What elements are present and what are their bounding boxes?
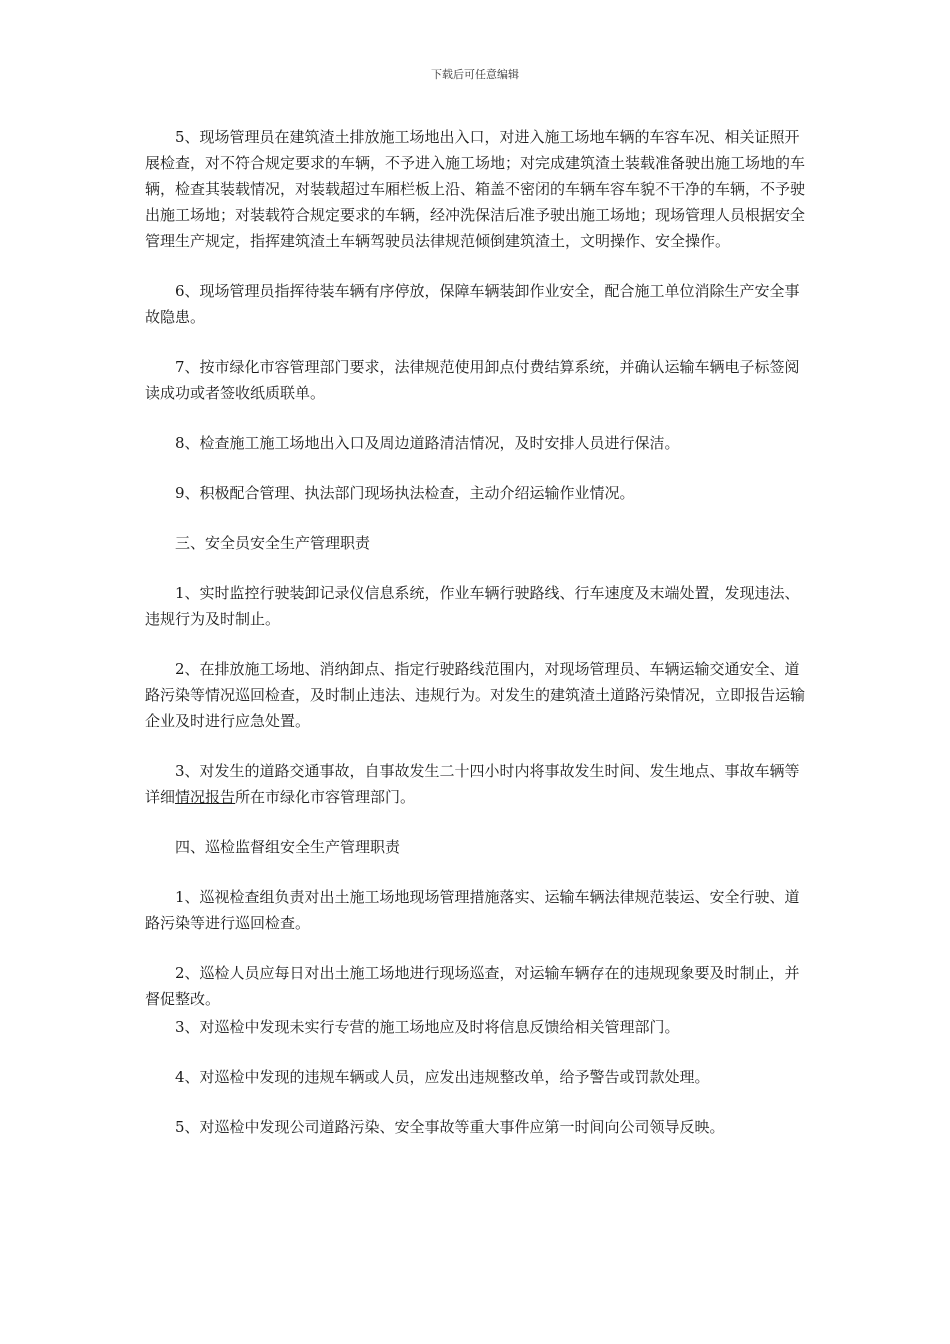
paragraph-manager-duty-5: 5、现场管理员在建筑渣土排放施工场地出入口，对进入施工场地车辆的车容车况、相关证照开展检查，对不符合规定要求的车辆，不予进入施工场地；对完成建筑渣土装载准备驶出施工场地的车辆，检查其装载情况，对装载超过车厢栏板上沿、箱盖不密闭的车辆车容车貌不干净的车辆，不予驶出施工场地；对装载符合规定要求的车辆，经冲洗保洁后准予驶出施工场地；现场管理人员根据安全管理生产规定，指挥建筑渣土车辆驾驶员法律规范倾倒建筑渣土，文明操作、安全操作。 — [145, 128, 806, 250]
report-link[interactable]: 情况报告 — [175, 788, 236, 806]
paragraph-inspection-duty-3: 3、对巡检中发现未实行专营的施工场地应及时将信息反馈给相关管理部门。 — [175, 1018, 680, 1036]
paragraph-safety-duty-2: 2、在排放施工场地、消纳卸点、指定行驶路线范围内，对现场管理员、车辆运输交通安全、道路污染等情况巡回检查，及时制止违法、违规行为。对发生的建筑渣土道路污染情况，立即报告运输企业及时进行应急处置。 — [145, 660, 806, 730]
paragraph-manager-duty-9: 9、积极配合管理、执法部门现场执法检查，主动介绍运输作业情况。 — [175, 484, 635, 502]
document-body — [145, 124, 809, 1140]
paragraph-inspection-duty-4: 4、对巡检中发现的违规车辆或人员，应发出违规整改单，给予警告或罚款处理。 — [175, 1068, 710, 1086]
page-header: 下载后可任意编辑 — [431, 68, 519, 81]
paragraph-manager-duty-6: 6、现场管理员指挥待装车辆有序停放，保障车辆装卸作业安全，配合施工单位消除生产安全事故隐患。 — [145, 282, 800, 326]
section-heading-inspection-group: 四、巡检监督组安全生产管理职责 — [175, 838, 401, 856]
paragraph-inspection-duty-5: 5、对巡检中发现公司道路污染、安全事故等重大事件应第一时间向公司领导反映。 — [175, 1118, 725, 1136]
paragraph-manager-duty-8: 8、检查施工施工场地出入口及周边道路清洁情况，及时安排人员进行保洁。 — [175, 434, 680, 452]
paragraph-safety-duty-3 — [145, 758, 809, 810]
section-heading-safety-officer: 三、安全员安全生产管理职责 — [175, 534, 371, 552]
paragraph-text-after-link: 所在市绿化市容管理部门。 — [235, 788, 416, 806]
paragraph-safety-duty-1: 1、实时监控行驶装卸记录仪信息系统，作业车辆行驶路线、行车速度及末端处置，发现违法、违规行为及时制止。 — [145, 584, 800, 628]
paragraph-inspection-duty-1: 1、巡视检查组负责对出土施工场地现场管理措施落实、运输车辆法律规范装运、安全行驶、道路污染等进行巡回检查。 — [145, 888, 800, 932]
paragraph-inspection-duty-2: 2、巡检人员应每日对出土施工场地进行现场巡查，对运输车辆存在的违规现象要及时制止，并督促整改。 — [145, 964, 800, 1008]
paragraph-text-before-link: 3、对发生的道路交通事故，自事故发生二十四小时内将事故发生时间、发生地点、事故车辆等详细 — [145, 762, 800, 806]
paragraph-manager-duty-7: 7、按市绿化市容管理部门要求，法律规范使用卸点付费结算系统，并确认运输车辆电子标签阅读成功或者签收纸质联单。 — [145, 358, 800, 402]
